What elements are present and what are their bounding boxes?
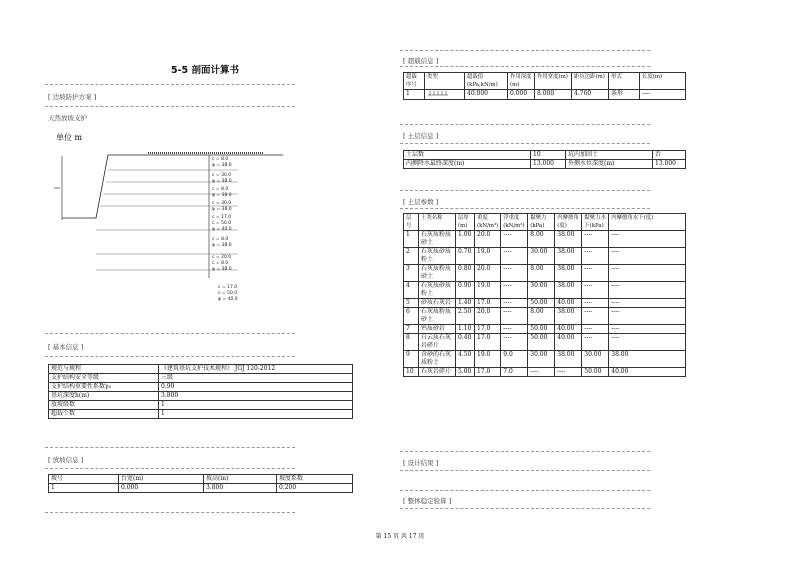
svg-text:c = 20.0: c = 20.0 bbox=[212, 255, 232, 260]
table-row bbox=[404, 282, 686, 299]
strip-load-icon bbox=[425, 90, 465, 100]
section-load-info: [ 超载信息 ] bbox=[403, 57, 439, 65]
table-row: 1 40.000 0.000 8.000 4.760 条形 ---- bbox=[404, 90, 686, 100]
table-cell: ---- bbox=[609, 282, 686, 299]
table-cell: 1.00 bbox=[456, 231, 475, 248]
section-soil-params: [ 土层参数 ] bbox=[403, 198, 439, 206]
table-cell: 40.00 bbox=[609, 368, 686, 377]
table-row: 规范与规程 《建筑基坑支护技术规程》 JGJ 120-2012 bbox=[49, 365, 353, 374]
section-slope-protection: [ 边坡防护方案 ] bbox=[48, 93, 97, 101]
page-title: 5-5 剖面计算书 bbox=[171, 65, 239, 76]
table-cell: 40.00 bbox=[555, 325, 582, 334]
table-cell: 石灰岩碎片 bbox=[419, 368, 456, 377]
table-cell: 38.00 bbox=[609, 351, 686, 368]
table-cell: ---- bbox=[582, 299, 609, 308]
table-cell: 1.40 bbox=[456, 299, 475, 308]
svg-text:c = 50.0: c = 50.0 bbox=[212, 221, 232, 226]
soil-info-table bbox=[403, 150, 686, 169]
table-cell: 3 bbox=[404, 265, 419, 282]
table-cell: 38.00 bbox=[555, 231, 582, 248]
table-cell: 30.00 bbox=[528, 248, 555, 265]
table-cell: 7 bbox=[404, 325, 419, 334]
table-cell: 30.00 bbox=[528, 351, 555, 368]
table-cell: 17.0 bbox=[475, 368, 501, 377]
table-cell: 4 bbox=[404, 282, 419, 299]
table-cell: ---- bbox=[501, 334, 528, 351]
svg-text:φ = 38.0: φ = 38.0 bbox=[212, 267, 232, 272]
table-cell: ---- bbox=[501, 308, 528, 325]
table-cell: 50.00 bbox=[528, 325, 555, 334]
unit-label: 单位 m bbox=[56, 133, 83, 142]
table-cell: 8 bbox=[404, 334, 419, 351]
svg-text:c = 30.0: c = 30.0 bbox=[212, 173, 232, 178]
table-cell: 20.0 bbox=[475, 308, 501, 325]
table-cell: 8.00 bbox=[528, 265, 555, 282]
svg-text:c = 8.0: c = 8.0 bbox=[212, 237, 229, 242]
svg-text:c = 8.0: c = 8.0 bbox=[212, 157, 229, 162]
table-cell: ---- bbox=[609, 248, 686, 265]
table-cell: ---- bbox=[582, 248, 609, 265]
table-cell: ---- bbox=[609, 325, 686, 334]
svg-text:c = 30.0: c = 30.0 bbox=[212, 201, 232, 206]
svg-text:φ = 38.0: φ = 38.0 bbox=[212, 179, 232, 184]
svg-text:φ = 40.0: φ = 40.0 bbox=[212, 227, 232, 232]
table-cell: ---- bbox=[609, 299, 686, 308]
svg-text:c = 8.0: c = 8.0 bbox=[212, 187, 229, 192]
table-cell: 40.00 bbox=[555, 299, 582, 308]
basic-info-table bbox=[48, 364, 353, 419]
svg-text:φ = 40.0: φ = 40.0 bbox=[218, 297, 238, 302]
table-cell: ---- bbox=[501, 265, 528, 282]
table-cell: 30.00 bbox=[582, 351, 609, 368]
table-row: 内侧降水最终深度(m) 13.000 外侧水位深度(m) 13.000 bbox=[404, 160, 686, 169]
table-cell: 钙质砂岩 bbox=[419, 325, 456, 334]
svg-text:c = 17.0: c = 17.0 bbox=[212, 215, 232, 220]
slope-profile-diagram bbox=[48, 128, 288, 318]
table-row: 1 0.000 3.800 0.200 bbox=[49, 484, 353, 493]
section-soil-info: [ 土层信息 ] bbox=[403, 132, 439, 140]
table-cell: 2 bbox=[404, 248, 419, 265]
table-cell: 50.00 bbox=[528, 334, 555, 351]
table-cell: 19.0 bbox=[475, 248, 501, 265]
table-cell: ---- bbox=[609, 231, 686, 248]
table-cell: ---- bbox=[555, 368, 582, 377]
table-row: 土层数 10 坑内加固土 否 bbox=[404, 151, 686, 160]
table-cell: 40.00 bbox=[555, 334, 582, 351]
svg-text:φ = 38.0: φ = 38.0 bbox=[212, 207, 232, 212]
table-cell: 石灰质粉质砂土 bbox=[419, 265, 456, 282]
svg-text:c = 17.0: c = 17.0 bbox=[218, 285, 238, 290]
table-row bbox=[404, 248, 686, 265]
table-cell: 砂质石灰岩 bbox=[419, 299, 456, 308]
table-row: 放坡级数 1 bbox=[49, 401, 353, 410]
table-cell: ---- bbox=[609, 308, 686, 325]
load-info-table bbox=[403, 72, 686, 100]
table-cell: ---- bbox=[501, 325, 528, 334]
table-cell: 6 bbox=[404, 308, 419, 325]
table-cell: ---- bbox=[609, 265, 686, 282]
slope-info-table bbox=[48, 474, 353, 493]
table-row bbox=[404, 265, 686, 282]
table-cell: 1 bbox=[404, 231, 419, 248]
svg-text:φ = 38.0: φ = 38.0 bbox=[212, 243, 232, 248]
table-row bbox=[404, 308, 686, 325]
svg-text:c = 50.0: c = 50.0 bbox=[218, 291, 238, 296]
table-cell: 17.0 bbox=[475, 334, 501, 351]
table-cell: 20.0 bbox=[475, 265, 501, 282]
table-cell: 4.50 bbox=[456, 351, 475, 368]
table-cell: 5.00 bbox=[456, 368, 475, 377]
table-cell: ---- bbox=[582, 308, 609, 325]
table-cell: 0.70 bbox=[456, 248, 475, 265]
section-slope-info: [ 放坡信息 ] bbox=[48, 456, 84, 464]
table-cell: 38.00 bbox=[555, 308, 582, 325]
table-cell: ---- bbox=[501, 248, 528, 265]
table-row: 支护结构重要性系数γ₀ 0.90 bbox=[49, 383, 353, 392]
table-cell: 50.00 bbox=[582, 368, 609, 377]
table-row: 支护结构安全等级 三级 bbox=[49, 374, 353, 383]
table-cell: ---- bbox=[501, 299, 528, 308]
table-cell: 38.00 bbox=[555, 265, 582, 282]
table-cell: 含砂的石灰质粉土 bbox=[419, 351, 456, 368]
table-cell: 石灰质粉质砂土 bbox=[419, 308, 456, 325]
table-cell: 10 bbox=[404, 368, 419, 377]
table-cell: 19.0 bbox=[475, 351, 501, 368]
scheme-label: 天然放坡支护 bbox=[48, 114, 87, 122]
table-cell: 17.0 bbox=[475, 299, 501, 308]
table-cell: ---- bbox=[609, 334, 686, 351]
section-basic-info: [ 基本信息 ] bbox=[48, 343, 84, 351]
svg-text:c = 8.0: c = 8.0 bbox=[212, 261, 229, 266]
table-cell: 石灰质砂质粉土 bbox=[419, 282, 456, 299]
table-cell: 8.00 bbox=[528, 231, 555, 248]
table-row: 超载个数 1 bbox=[49, 410, 353, 419]
soil-params-table bbox=[403, 213, 686, 377]
table-cell: ---- bbox=[582, 334, 609, 351]
table-cell: 17.0 bbox=[475, 325, 501, 334]
table-cell: ---- bbox=[528, 368, 555, 377]
table-cell: 38.00 bbox=[555, 282, 582, 299]
table-cell: 20.0 bbox=[475, 231, 501, 248]
table-header-row: 坡号 台宽(m) 坡高(m) 坡度系数 bbox=[49, 475, 353, 484]
svg-text:φ = 38.0: φ = 38.0 bbox=[212, 193, 232, 198]
table-cell: 9.0 bbox=[501, 351, 528, 368]
table-cell: 0.80 bbox=[456, 265, 475, 282]
table-cell: 30.00 bbox=[528, 282, 555, 299]
table-row bbox=[404, 334, 686, 351]
table-cell: 7.0 bbox=[501, 368, 528, 377]
table-cell: 38.00 bbox=[555, 248, 582, 265]
table-cell: ---- bbox=[582, 231, 609, 248]
table-cell: ---- bbox=[582, 325, 609, 334]
section-design-result: [ 设计结果 ] bbox=[403, 459, 439, 467]
table-row: 基坑深度h(m) 3.800 bbox=[49, 392, 353, 401]
svg-text:φ = 38.0: φ = 38.0 bbox=[212, 163, 232, 168]
section-stability-check: [ 整体稳定验算 ] bbox=[403, 497, 452, 505]
table-cell: 9 bbox=[404, 351, 419, 368]
table-cell: 1.10 bbox=[456, 325, 475, 334]
table-cell: 50.00 bbox=[528, 299, 555, 308]
table-row bbox=[404, 299, 686, 308]
table-cell: 石灰质粉质砂土 bbox=[419, 231, 456, 248]
table-cell: 2.50 bbox=[456, 308, 475, 325]
table-row bbox=[404, 368, 686, 377]
table-cell: 5 bbox=[404, 299, 419, 308]
table-cell: 38.00 bbox=[555, 351, 582, 368]
table-cell: ---- bbox=[582, 265, 609, 282]
page-footer: 第 15 页 共 17 页 bbox=[375, 533, 425, 540]
table-cell: 19.0 bbox=[475, 282, 501, 299]
table-header-row: 层号 土类名称 层厚(m) 重度(kN/m³) 浮重度(kN/m³) 黏聚力(kPa) 内摩擦角(度) 黏聚力水下(kPa) 内摩擦角水下(度) bbox=[404, 214, 686, 231]
table-header-row: 超载序号 类型 超载值(kPa,kN/m) 作用深度(m) 作用宽度(m) 距坑边距(m) 形式 长度(m) bbox=[404, 73, 686, 90]
table-row bbox=[404, 351, 686, 368]
table-cell: 0.90 bbox=[456, 282, 475, 299]
table-row bbox=[404, 325, 686, 334]
table-cell: 0.40 bbox=[456, 334, 475, 351]
table-cell: 白云质石灰岩碎片 bbox=[419, 334, 456, 351]
table-cell: ---- bbox=[501, 282, 528, 299]
table-cell: 石灰质砂质粉土 bbox=[419, 248, 456, 265]
table-cell: ---- bbox=[501, 231, 528, 248]
table-cell: 8.00 bbox=[528, 308, 555, 325]
table-cell: ---- bbox=[582, 282, 609, 299]
table-row bbox=[404, 231, 686, 248]
